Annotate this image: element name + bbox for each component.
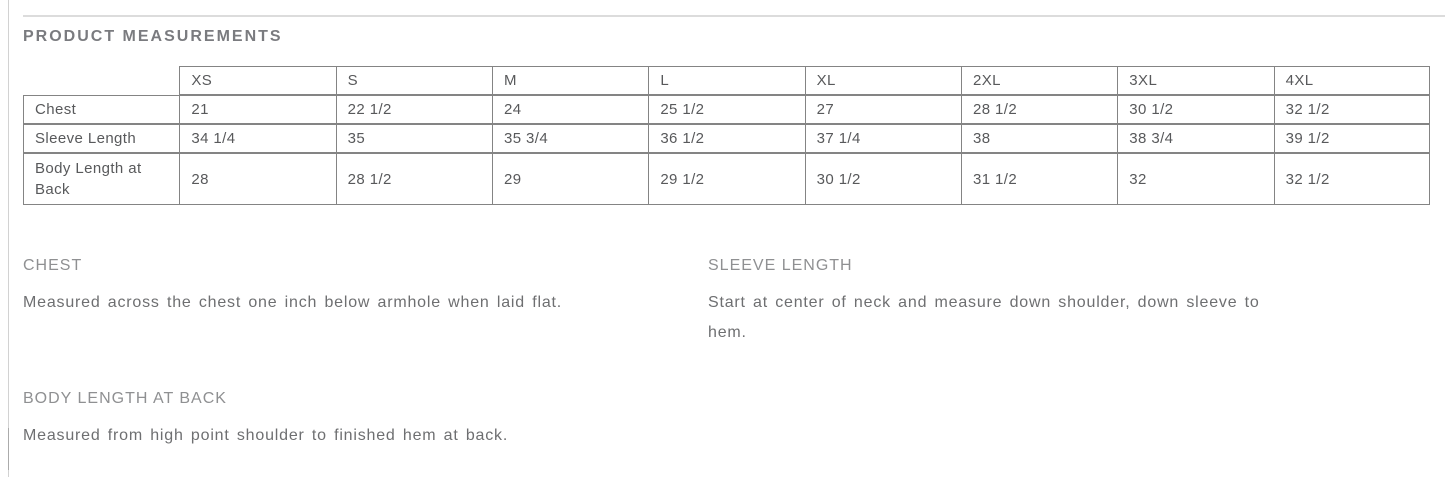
size-chart-table: [23, 66, 1430, 205]
measurement-cell: 35 3/4: [492, 124, 648, 153]
size-column-header-xl: XL: [805, 66, 961, 95]
measurement-cell: 31 1/2: [961, 153, 1117, 205]
measurement-cell: 22 1/2: [336, 95, 492, 124]
definition-body-length-at-back-text: Measured from high point shoulder to finished hem at back.: [23, 427, 509, 444]
measurement-cell: 28: [179, 153, 335, 205]
section-title: PRODUCT MEASUREMENTS: [23, 28, 283, 45]
measurement-cell: 36 1/2: [648, 124, 804, 153]
measurement-cell: 27: [805, 95, 961, 124]
measurement-cell: 37 1/4: [805, 124, 961, 153]
table-row-sleeve-length: [23, 124, 1430, 153]
measurement-cell: 32 1/2: [1274, 153, 1430, 205]
size-column-header-3xl: 3XL: [1117, 66, 1273, 95]
size-column-header-m: M: [492, 66, 648, 95]
measurement-cell: 32 1/2: [1274, 95, 1430, 124]
size-column-header-l: L: [648, 66, 804, 95]
measurement-cell: 35: [336, 124, 492, 153]
definition-sleeve-length-heading: SLEEVE LENGTH: [708, 257, 853, 274]
measurement-cell: 38: [961, 124, 1117, 153]
measurement-cell: 39 1/2: [1274, 124, 1430, 153]
table-row-body-length-at-back: [23, 153, 1430, 205]
measurement-cell: 34 1/4: [179, 124, 335, 153]
measurement-definitions: [23, 257, 1445, 451]
size-chart-header-row: [23, 66, 1430, 95]
measurement-cell: 29 1/2: [648, 153, 804, 205]
measurement-cell: 38 3/4: [1117, 124, 1273, 153]
size-column-header-xs: XS: [179, 66, 335, 95]
measurement-cell: 30 1/2: [1117, 95, 1273, 124]
measurement-cell: 24: [492, 95, 648, 124]
section-divider: [23, 15, 1445, 17]
measurement-cell: 29: [492, 153, 648, 205]
measurement-cell: 32: [1117, 153, 1273, 205]
table-row-chest: [23, 95, 1430, 124]
size-column-header-4xl: 4XL: [1274, 66, 1430, 95]
measurement-cell: 25 1/2: [648, 95, 804, 124]
measurement-cell: 21: [179, 95, 335, 124]
row-label-body-length-at-back: Body Length at Back: [23, 153, 179, 205]
row-label-chest: Chest: [23, 95, 179, 124]
size-chart-corner-cell: [23, 66, 179, 95]
definition-sleeve-length: [708, 257, 1445, 348]
row-label-sleeve-length: Sleeve Length: [23, 124, 179, 153]
definition-chest: [23, 257, 708, 348]
definition-body-length-at-back-heading: BODY LENGTH AT BACK: [23, 390, 227, 407]
measurement-cell: 28 1/2: [961, 95, 1117, 124]
size-column-header-s: S: [336, 66, 492, 95]
size-column-header-2xl: 2XL: [961, 66, 1117, 95]
definition-chest-heading: CHEST: [23, 257, 83, 274]
measurement-cell: 28 1/2: [336, 153, 492, 205]
definition-chest-text: Measured across the chest one inch below armhole when laid flat.: [23, 294, 563, 311]
definition-body-length-at-back: [23, 390, 708, 451]
measurement-cell: 30 1/2: [805, 153, 961, 205]
definition-sleeve-length-text: Start at center of neck and measure down shoulder, down sleeve to hem.: [708, 294, 1260, 341]
